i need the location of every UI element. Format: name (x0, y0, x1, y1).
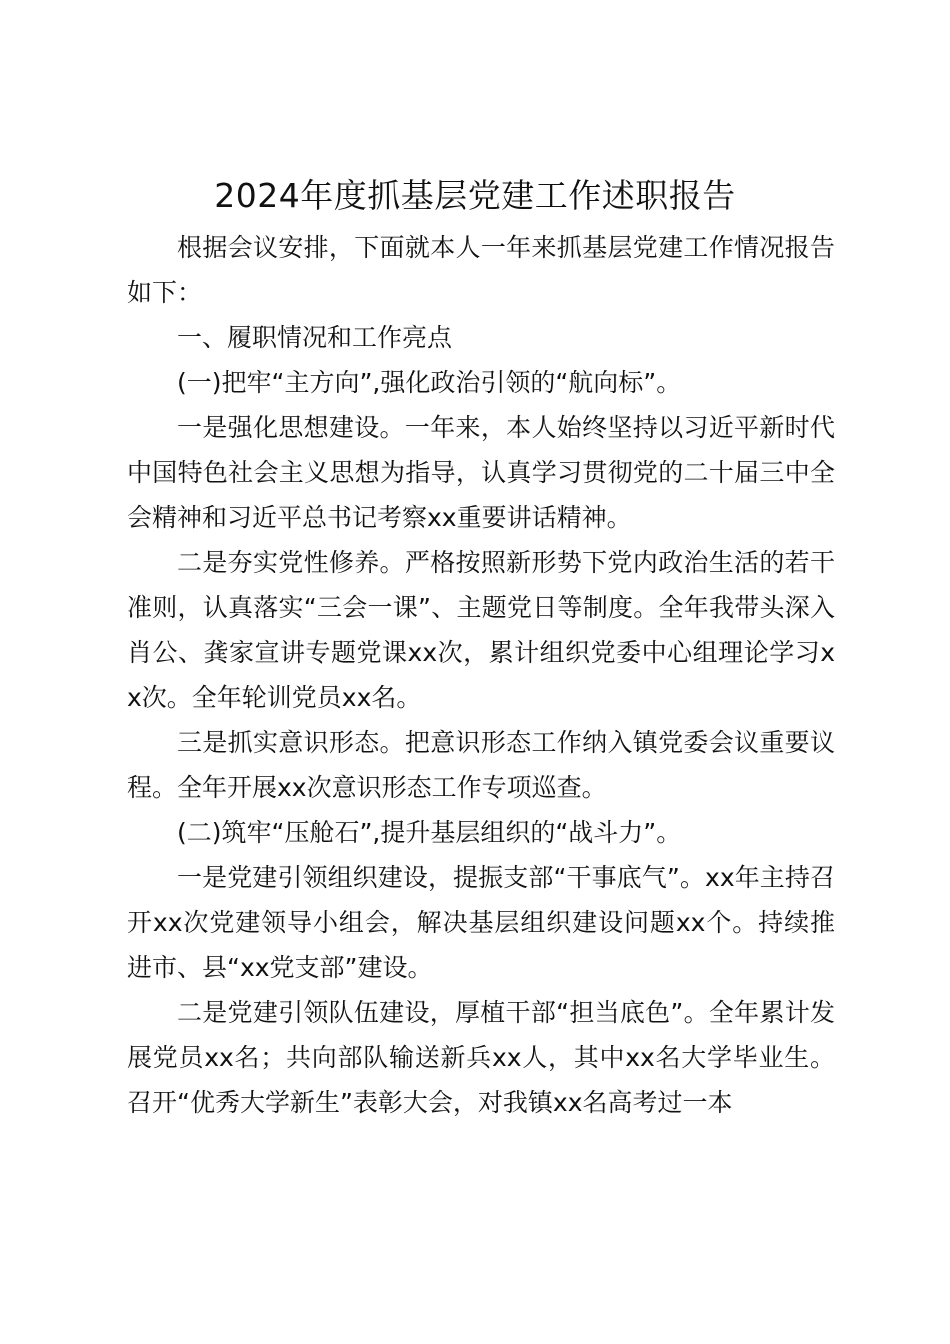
paragraph-ideology: 三是抓实意识形态。把意识形态工作纳入镇党委会议重要议程。全年开展xx次意识形态工作专项巡查。 (127, 728, 835, 802)
subsection-heading-1: (一)把牢“主方向”,强化政治引领的“航向标”。 (177, 368, 682, 397)
paragraph-intro: 根据会议安排，下面就本人一年来抓基层党建工作情况报告如下： (127, 233, 835, 307)
section-heading-1: 一、履职情况和工作亮点 (177, 323, 453, 352)
document-body (127, 225, 835, 1125)
document-title: 2024年度抓基层党建工作述职报告 (214, 176, 736, 215)
paragraph-organization-building: 一是党建引领组织建设，提振支部“干事底气”。xx年主持召开xx次党建领导小组会，解决基层组织建设问题xx个。持续推进市、县“xx党支部”建设。 (127, 863, 835, 982)
subsection-heading-2: (二)筑牢“压舱石”,提升基层组织的“战斗力”。 (177, 818, 682, 847)
paragraph-party-cultivation: 二是夯实党性修养。严格按照新形势下党内政治生活的若干准则，认真落实“三会一课”、主题党日等制度。全年我带头深入肖公、龚家宣讲专题党课xx次，累计组织党委中心组理论学习xx次。全年轮训党员xx名。 (127, 548, 835, 712)
paragraph-thought-building: 一是强化思想建设。一年来，本人始终坚持以习近平新时代中国特色社会主义思想为指导，认真学习贯彻党的二十届三中全会精神和习近平总书记考察xx重要讲话精神。 (127, 413, 835, 532)
paragraph-team-building: 二是党建引领队伍建设，厚植干部“担当底色”。全年累计发展党员xx名；共向部队输送新兵xx人，其中xx名大学毕业生。召开“优秀大学新生”表彰大会，对我镇xx名高考过一本 (127, 998, 835, 1117)
